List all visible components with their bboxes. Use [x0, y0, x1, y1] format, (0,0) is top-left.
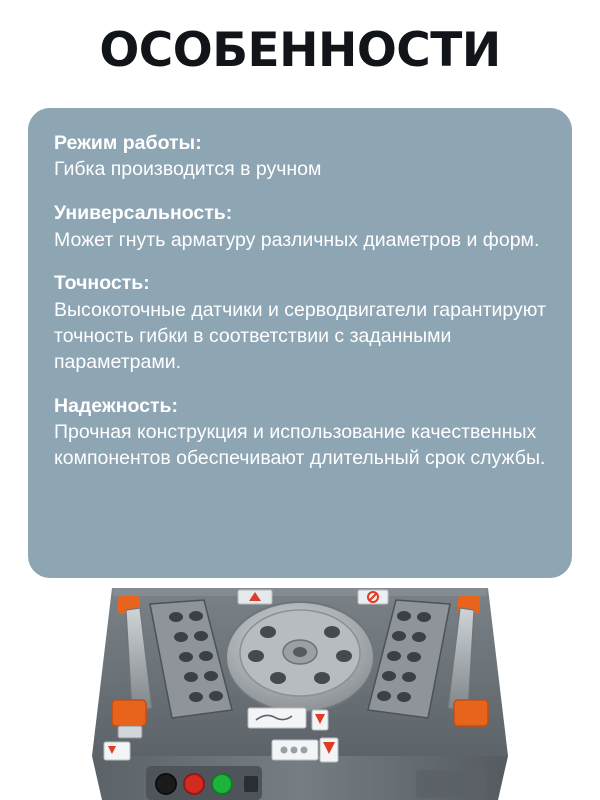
feature-text: Может гнуть арматуру различных диаметров и форм.: [54, 228, 540, 251]
feature-heading: Надежность:: [54, 394, 179, 417]
black-button: [156, 774, 176, 794]
warning-label: [238, 590, 272, 604]
feature-heading: Универсальность:: [54, 202, 233, 225]
feature-heading: Точность:: [54, 272, 150, 295]
control-label: [272, 740, 318, 760]
side-label: [104, 742, 130, 760]
warning-label: [358, 590, 388, 604]
red-button: [184, 774, 204, 794]
page-title: ОСОБЕННОСТИ: [99, 23, 501, 78]
feature-text: Гибка производится в ручном: [54, 158, 322, 181]
feature-heading: Режим работы:: [54, 132, 202, 154]
feature-item: [54, 130, 546, 183]
instruction-label: [248, 708, 306, 728]
features-panel: [28, 108, 572, 578]
arrow-label: [312, 710, 328, 730]
machine-illustration: [0, 560, 600, 800]
feature-text: Высокоточные датчики и серводвигатели гарантируют точность гибки в соответствии с заданными параметрами.: [54, 298, 546, 373]
feature-item: [54, 393, 546, 472]
feature-item: [54, 270, 546, 375]
green-button: [212, 774, 232, 794]
feature-text: Прочная конструкция и использование качественных компонентов обеспечивают длительный срок службы.: [54, 420, 546, 469]
feature-item: [54, 200, 546, 253]
arrow-label: [320, 738, 338, 762]
